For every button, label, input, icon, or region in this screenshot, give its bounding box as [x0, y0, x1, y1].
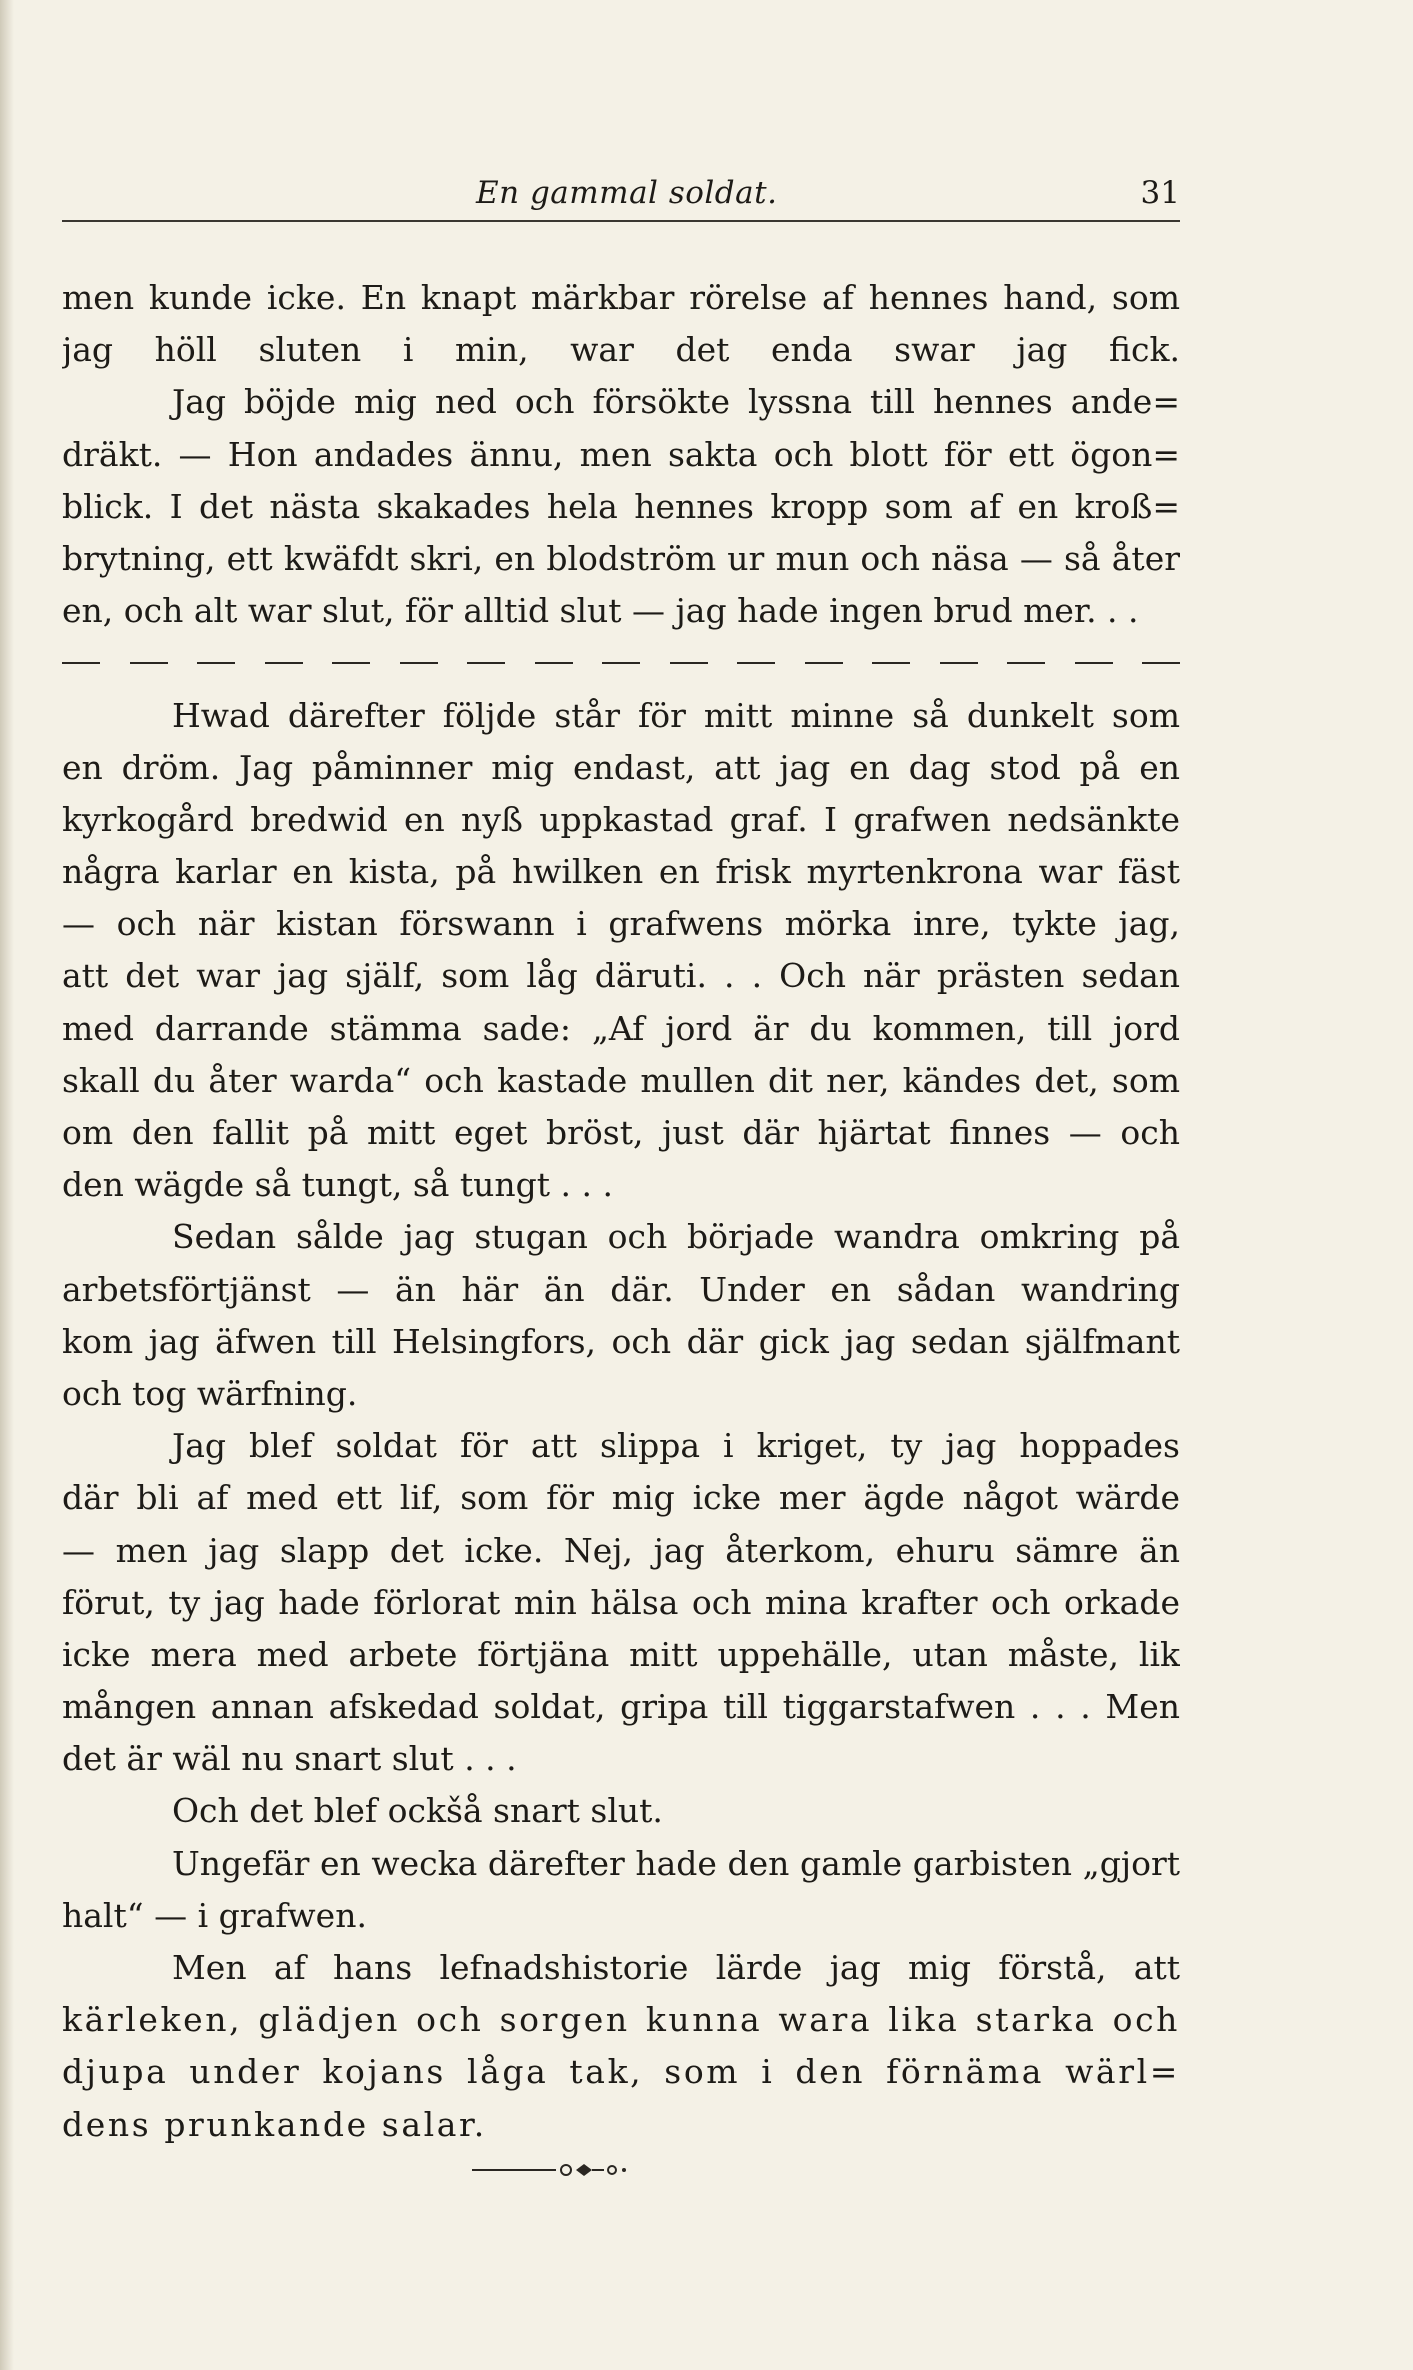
text-line: och tog wärfning.: [62, 1373, 358, 1413]
dash-mark: [1007, 662, 1045, 664]
text-line: Sedan sålde jag stugan och började wandra omkring på: [172, 1217, 1180, 1257]
text-line: Men af hans lefnadshistorie lärde jag mig förstå, att: [172, 1948, 1180, 1987]
dash-mark: [1142, 662, 1180, 664]
dash-mark: [670, 662, 708, 664]
text-line: om den fallit på mitt eget bröst, just där hjärtat finnes — och: [62, 1113, 1180, 1152]
dash-mark: [467, 662, 505, 664]
text-line: kom jag äfwen till Helsingfors, och där gick jag sedan själfmant: [62, 1321, 1180, 1361]
dash-mark: [872, 662, 910, 664]
text-line: kyrkogård bredwid en nyß uppkastad graf. I grafwen nedsänkte: [62, 799, 1180, 839]
text-line: den wägde så tungt, så tungt . . .: [62, 1165, 614, 1205]
text-line: — och när kistan förswann i grafwens mörka inre, tykte jag,: [62, 904, 1180, 944]
text-line: några karlar en kista, på hwilken en frisk myrtenkrona war fäst: [62, 852, 1180, 892]
text-line: brytning, ett kwäfdt skri, en blodström ur mun och näsa — så åter: [62, 538, 1180, 578]
text-line: Ungefär en wecka därefter hade den gamle garbisten „gjort: [172, 1843, 1180, 1883]
dash-mark: [1075, 662, 1113, 664]
text-line: jag höll sluten i min, war det enda swar jag fick.: [62, 330, 1180, 370]
text-line: en dröm. Jag påminner mig endast, att jag en dag stod på en: [62, 747, 1180, 787]
dash-mark: [62, 662, 100, 664]
text-line: en, och alt war slut, för alltid slut — jag hade ingen brud mer. . .: [62, 591, 1139, 631]
dash-mark: [940, 662, 978, 664]
dash-mark: [400, 662, 438, 664]
section-dash-separator: [62, 637, 1180, 689]
dash-mark: [265, 662, 303, 664]
text-line: dräkt. — Hon andades ännu, men sakta och blott för ett ögon=: [62, 434, 1180, 474]
text-line: men kunde icke. En knapt märkbar rörelse af hennes hand, som: [62, 278, 1180, 317]
text-line: blick. I det nästa skakades hela hennes kropp som af en kroß=: [62, 486, 1180, 526]
running-header: [62, 175, 1180, 225]
page-number: 31: [1140, 175, 1180, 211]
text-line: mången annan afskedad soldat, gripa till tiggarstafwen . . . Men: [62, 1687, 1180, 1727]
text-line: kärleken, glädjen och sorgen kunna wara lika starka och: [62, 2000, 1180, 2040]
running-title: En gammal soldat.: [476, 175, 778, 211]
dash-mark: [737, 662, 775, 664]
text-line: Och det blef ockšå snart slut.: [172, 1791, 663, 1831]
text-line: skall du åter warda“ och kastade mullen dit ner, kändes det, som: [62, 1060, 1180, 1100]
text-line: förut, ty jag hade förlorat min hälsa och mina krafter och orkade: [62, 1582, 1180, 1622]
text-line: djupa under kojans låga tak, som i den förnäma wärl=: [62, 2052, 1180, 2092]
header-rule: [62, 220, 1180, 222]
text-line: halt“ — i grafwen.: [62, 1895, 367, 1935]
text-line: Jag blef soldat för att slippa i kriget, ty jag hoppades: [172, 1426, 1180, 1466]
text-line: arbetsförtjänst — än här än där. Under en sådan wandring: [62, 1269, 1180, 1309]
text-line: Hwad därefter följde står för mitt minne så dunkelt som: [172, 695, 1180, 735]
text-line: det är wäl nu snart slut . . .: [62, 1739, 517, 1779]
dash-mark: [332, 662, 370, 664]
dash-mark: [805, 662, 843, 664]
dash-mark: [602, 662, 640, 664]
end-ornament: [472, 2160, 692, 2180]
text-line: — men jag slapp det icke. Nej, jag återkom, ehuru sämre än: [62, 1530, 1180, 1570]
text-line: med darrande stämma sade: „Af jord är du kommen, till jord: [62, 1008, 1180, 1048]
text-line: dens prunkande salar.: [62, 2104, 487, 2144]
dash-mark: [535, 662, 573, 664]
page-edge-shadow: [0, 0, 14, 2370]
text-line: att det war jag själf, som låg däruti. . . Och när prästen sedan: [62, 956, 1180, 996]
text-line: Jag böjde mig ned och försökte lyssna till hennes ande=: [172, 382, 1180, 422]
dash-mark: [130, 662, 168, 664]
body-text: [62, 272, 1180, 2151]
text-line: där bli af med ett lif, som för mig icke mer ägde något wärde: [62, 1478, 1180, 1518]
dash-mark: [197, 662, 235, 664]
text-line: icke mera med arbete förtjäna mitt uppehälle, utan måste, lik: [62, 1634, 1180, 1674]
